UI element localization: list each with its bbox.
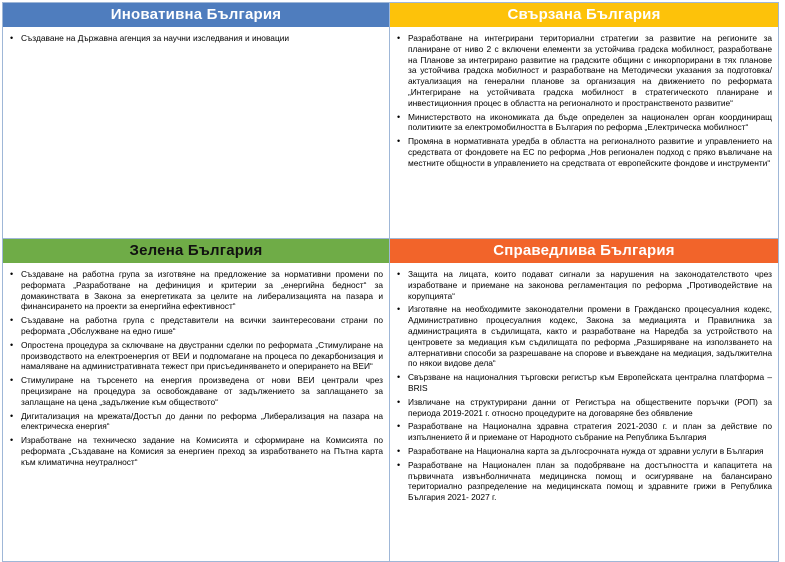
reforms-grid xyxy=(2,2,779,562)
list-item: • Дигитализация на мрежата/Достъп до данни по реформа „Либерализация на пазара на електрическа енергия“ xyxy=(9,411,383,433)
connected-list xyxy=(390,29,778,169)
quadrant-title-innovative: Иновативна България xyxy=(3,3,389,27)
list-item: • Създаване на Държавна агенция за научни изследвания и иновации xyxy=(9,33,383,44)
quadrant-just xyxy=(390,238,778,561)
green-list xyxy=(3,265,389,468)
list-item: • Защита на лицата, които подават сигнали за нарушения на законодателството чрез изработване и приемане на законова регламентация по реформа „Противодействие на корупцията“ xyxy=(396,269,772,301)
quadrant-title-just: Справедлива България xyxy=(390,239,778,263)
quadrant-innovative xyxy=(3,3,390,238)
list-item: • Създаване на работна група за изготвяне на предложение за нормативни промени по реформата „Разработване на дефиниция и критерии за „енергийна бедност“ за домакинствата в Закона за енергетиката за целите на либерализацията на пазара и финансирането на проекти за енергийна ефективност“ xyxy=(9,269,383,312)
list-item: • Изготвяне на необходимите законодателни промени в Гражданско процесуалния кодекс, Административно процесуалния кодекс, Закона за медиацията и Правилника за администрацията в съдилищата, както и разработване на Наредба за устройството на центровете за медиация към съдилищата по реформа „Разширяване на използването на алтернативни способи за разрешаване на спорове и въвеждане на медиация, задължителна по някои видове дела“ xyxy=(396,304,772,369)
list-item: • Разработване на Национална карта за дългосрочната нужда от здравни услуги в България xyxy=(396,446,772,457)
list-item: • Опростена процедура за сключване на двустранни сделки по реформата „Стимулиране на производството на електроенергия от ВЕИ и подпомагане на процеса по декарбонизация и намаляване на административната тежест при присъединяването и оперирането на ВЕИ“ xyxy=(9,340,383,372)
quadrant-connected xyxy=(390,3,778,238)
list-item: • Министерството на икономиката да бъде определен за национален орган координиращ политиките за електромобилността в България по реформа „Електрическа мобилност“ xyxy=(396,112,772,134)
quadrant-title-green: Зелена България xyxy=(3,239,389,263)
list-item: • Разработване на интегрирани териториални стратегии за развитие на регионите за планиране от ниво 2 с включени елементи за устойчива градска мобилност, разработване на Планове за интегрирано развитие на градските общини с инкорпорирани в тях планове за устойчива градска мобилност и разработване на Методически указания за подготовка/актуализация на генерални планове за организация на движението по реформата „Интегриране на устойчивата градска мобилност в стратегическото планиране и инвестиционния процес в областта на регионалното и пространственото развитие“ xyxy=(396,33,772,109)
list-item: • Свързване на националния търговски регистър към Европейската централна платформа – BRIS xyxy=(396,372,772,394)
list-item: • Разработване на Национална здравна стратегия 2021-2030 г. и план за действие по изпълнението й и приемане от Народното събрание на Република България xyxy=(396,421,772,443)
list-item: • Стимулиране на търсенето на енергия произведена от нови ВЕИ централи чрез прецизиране на процедура за освобождаване от задължението за заплащането за заплащане на цена „задължение към обществото“ xyxy=(9,375,383,407)
list-item: • Промяна в нормативната уредба в областта на регионалното развитие и управлението на средствата от фондовете на ЕС по реформа „Нов регионален подход с пряко въвличане на местните общности в управлението на средствата от европейските фондове и инструменти“ xyxy=(396,136,772,168)
list-item: • Разработване на Национален план за подобряване на достъпността и капацитета на първичната извънболничната медицинска помощ и осигуряване на балансирано териториално разпределение на медицинската помощ и здравните грижи в Република България 2021- 2027 г. xyxy=(396,460,772,503)
list-item: • Извличане на структурирани данни от Регистъра на обществените поръчки (РОП) за периода 2019-2021 г. относно процедурите на договаряне без обявление xyxy=(396,397,772,419)
innovative-list xyxy=(3,29,389,44)
quadrant-green xyxy=(3,238,390,561)
list-item: • Изработване на техническо задание на Комисията и сформиране на Комисията по реформата „Създаване на Комисия за енергиен преход за изработването на Пътна карта към климатична неутралност“ xyxy=(9,435,383,467)
list-item: • Създаване на работна група с представители на всички заинтересовани страни по реформата „Обслужване на едно гише“ xyxy=(9,315,383,337)
quadrant-title-connected: Свързана България xyxy=(390,3,778,27)
just-list xyxy=(390,265,778,503)
